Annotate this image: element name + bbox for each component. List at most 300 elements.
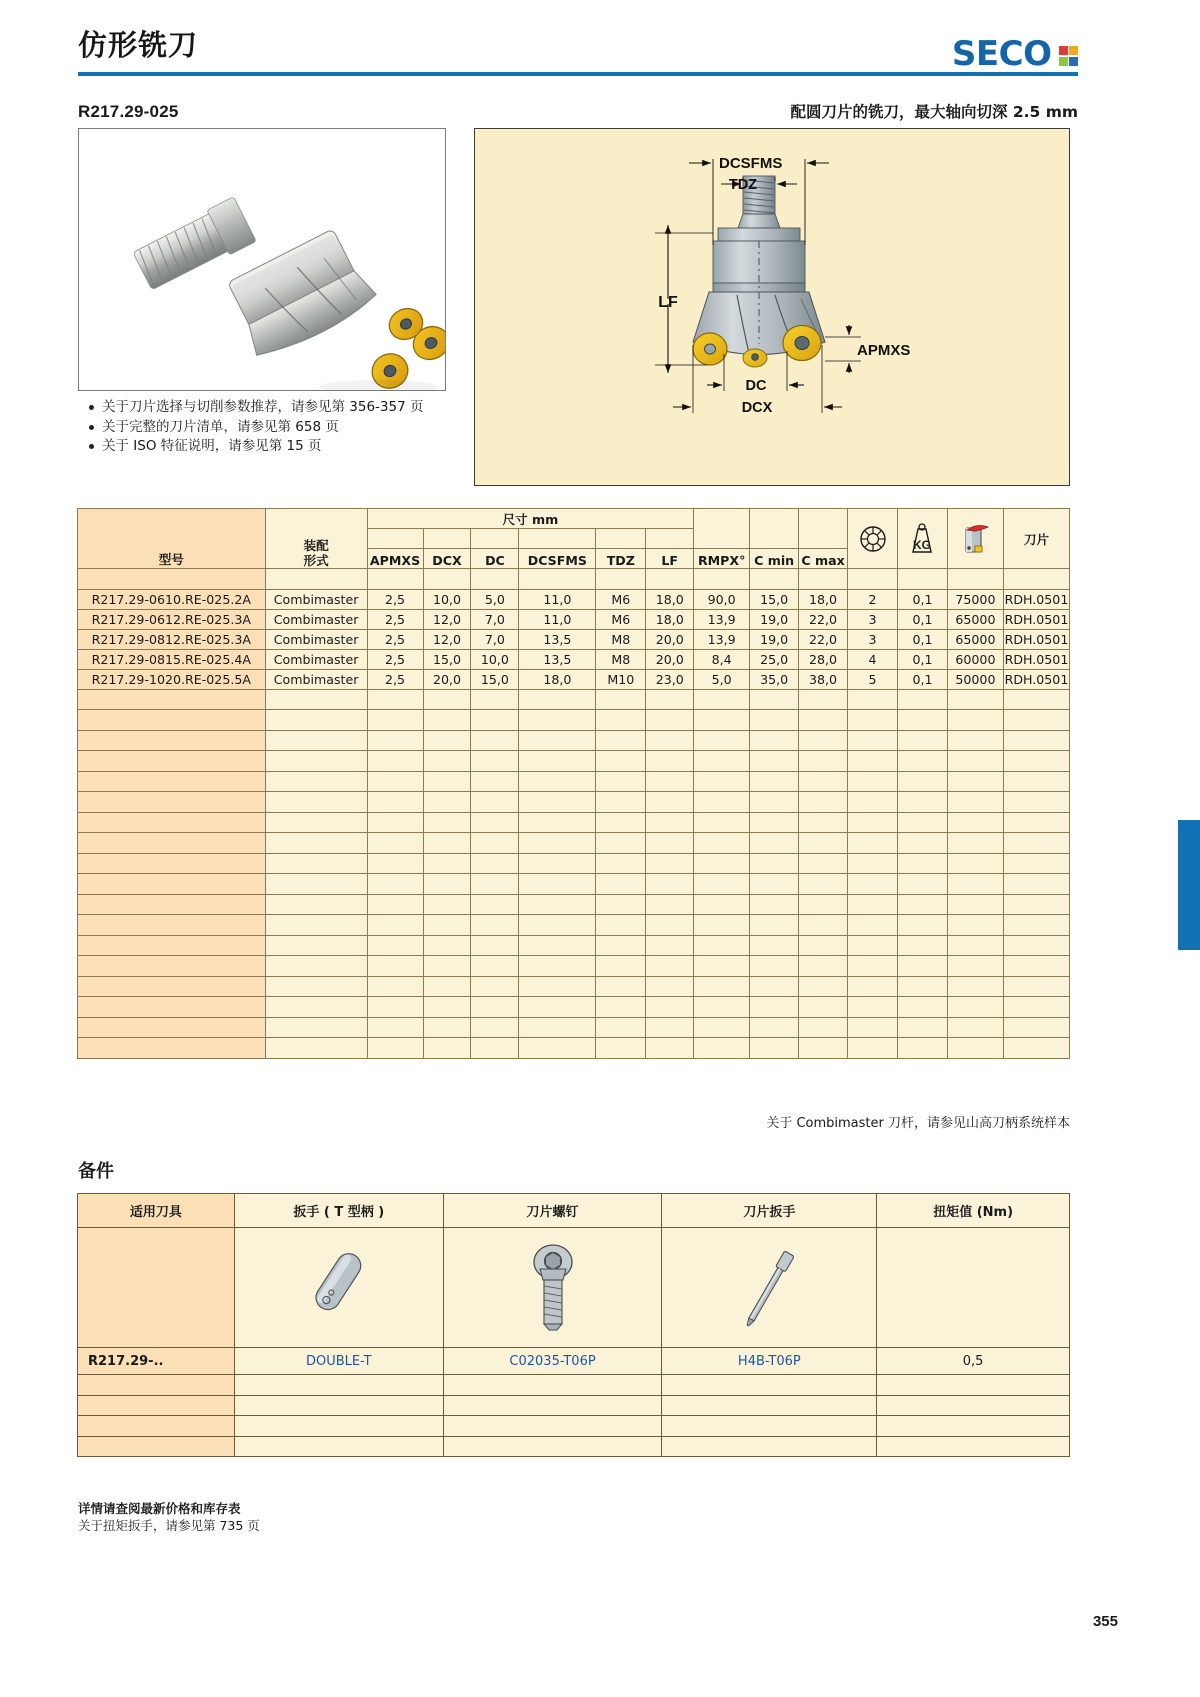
cell [367,894,423,915]
cell-model [78,771,266,792]
cell-fitting: Combimaster [265,649,367,669]
col-dc: DC [471,549,519,569]
header-fitting-line1: 装配 [303,538,329,553]
page-header [78,30,1078,76]
table-row [78,935,1070,956]
cell [596,956,646,977]
table-row [78,689,1070,710]
cell [519,751,596,772]
header-model: 型号 [78,509,266,569]
label-dc: DC [745,378,767,394]
cell [662,1436,877,1457]
cell [646,689,694,710]
cell [848,771,898,792]
cell [423,710,471,731]
cell-rpm: 60000 [947,649,1003,669]
cell-tool: R217.29-.. [78,1348,235,1375]
col-lf: LF [646,549,694,569]
cell [646,894,694,915]
header-fitting [265,509,367,569]
cell-model [78,833,266,854]
cell-insert-wrench[interactable]: H4B-T06P [662,1348,877,1375]
cell-insert: RDH.0501 [1003,629,1069,649]
cell [897,915,947,936]
cell [423,689,471,710]
page-title: 仿形铣刀 [78,28,199,62]
table-row[interactable] [78,589,1070,609]
cell [367,792,423,813]
cell [367,710,423,731]
cell [234,1416,443,1437]
col-dcx: DCX [423,549,471,569]
cell [750,710,799,731]
toolholder-icon-header [947,509,1003,569]
cell [367,569,423,590]
cell-tdz: M6 [596,589,646,609]
cell-rpm: 65000 [947,629,1003,649]
cell [897,874,947,895]
cell-tdz: M8 [596,629,646,649]
cell-model [78,689,266,710]
cell [897,730,947,751]
cell [799,935,848,956]
cell [519,1038,596,1059]
cell [265,956,367,977]
cell-cmax: 28,0 [799,649,848,669]
cell [78,1436,235,1457]
cell [877,1436,1070,1457]
cell [897,1017,947,1038]
cell-model: R217.29-0815.RE-025.4A [78,649,266,669]
cell [947,569,1003,590]
cell [471,569,519,590]
cell [367,1038,423,1059]
cell [234,1395,443,1416]
table-row [78,792,1070,813]
cell-model [78,730,266,751]
cell [662,1416,877,1437]
cell [662,1375,877,1396]
cell [596,730,646,751]
cell [1003,976,1069,997]
cell-model [78,853,266,874]
cell-dcx: 15,0 [423,649,471,669]
cell-dc: 10,0 [471,649,519,669]
cell [799,956,848,977]
cell [947,976,1003,997]
page-number: 355 [1092,1613,1118,1630]
cell [694,812,750,833]
cell [596,915,646,936]
label-dcx: DCX [741,400,773,416]
cell-dcsfms: 18,0 [519,669,596,689]
cell [519,569,596,590]
cell [1003,935,1069,956]
cell-model [78,792,266,813]
cell [471,771,519,792]
col-apmxs: APMXS [367,549,423,569]
cell [423,730,471,751]
cell [750,771,799,792]
cell [897,710,947,731]
cell-cmin: 25,0 [750,649,799,669]
table-row [78,915,1070,936]
cell [1003,771,1069,792]
cell [799,569,848,590]
cell-model [78,915,266,936]
cell [367,730,423,751]
cell [799,1038,848,1059]
cell [897,1038,947,1059]
cell-cmax: 22,0 [799,609,848,629]
cell [947,792,1003,813]
cell [443,1395,662,1416]
cell [471,1017,519,1038]
cell [848,751,898,772]
insert-wrench-image [662,1228,877,1348]
cell [423,853,471,874]
cell [1003,1017,1069,1038]
cell-cmin: 15,0 [750,589,799,609]
cell [694,997,750,1018]
cell [471,853,519,874]
table-row [78,894,1070,915]
cell [848,569,898,590]
cell [234,1436,443,1457]
table-row [78,853,1070,874]
cell [1003,751,1069,772]
cell-insert: RDH.0501 [1003,589,1069,609]
cell [519,853,596,874]
cell [694,833,750,854]
screw-image [443,1228,662,1348]
cell [799,771,848,792]
cell [694,569,750,590]
cell-kg: 0,1 [897,669,947,689]
logo-square-4 [1069,57,1078,66]
cell [423,1038,471,1059]
cell [848,997,898,1018]
label-tdz: TDZ [728,177,758,193]
cell [596,710,646,731]
cell [265,894,367,915]
cell [646,874,694,895]
cell-apmxs: 2,5 [367,629,423,649]
cell [646,771,694,792]
cell [265,1038,367,1059]
cell-fitting: Combimaster [265,589,367,609]
cell-dcsfms: 13,5 [519,629,596,649]
cell-dcx: 20,0 [423,669,471,689]
cell-insert: RDH.0501 [1003,649,1069,669]
cell [471,730,519,751]
cell [265,689,367,710]
cell [519,710,596,731]
cell [423,569,471,590]
cell-screw[interactable]: C02035-T06P [443,1348,662,1375]
table-row [78,730,1070,751]
cell [471,689,519,710]
cell [750,1038,799,1059]
svg-text:KG: KG [913,537,932,552]
cell [947,874,1003,895]
cell [423,894,471,915]
cell [367,976,423,997]
cell-tdz: M10 [596,669,646,689]
cell [799,751,848,772]
table-row[interactable] [78,629,1070,649]
cell [694,894,750,915]
cell-apmxs: 2,5 [367,649,423,669]
table-row [78,997,1070,1018]
combimaster-note: 关于 Combimaster 刀杆，请参见山高刀柄系统样本 [766,1116,1070,1131]
cell [1003,730,1069,751]
table-row [78,874,1070,895]
cell-tdz: M8 [596,649,646,669]
cell [694,792,750,813]
cell-teeth: 4 [848,649,898,669]
cell [694,935,750,956]
cell [694,689,750,710]
cell [367,833,423,854]
cell [423,771,471,792]
cell [897,771,947,792]
cell-kg: 0,1 [897,649,947,669]
cell [947,935,1003,956]
cell [947,751,1003,772]
cell [646,730,694,751]
cell [750,569,799,590]
cell [265,812,367,833]
table-row[interactable] [78,649,1070,669]
cell [848,915,898,936]
spare-row [78,1436,1070,1457]
cell [750,792,799,813]
cell [848,853,898,874]
cell [897,853,947,874]
cell-insert: RDH.0501 [1003,609,1069,629]
logo-square-3 [1059,57,1068,66]
cell [694,853,750,874]
cell-model [78,812,266,833]
header-fitting-line2: 形式 [303,553,329,568]
bullet-item: 关于完整的刀片清单，请参见第 658 页 [88,418,488,438]
cell [947,894,1003,915]
cell-dc: 15,0 [471,669,519,689]
cell [750,976,799,997]
cell-cmax: 38,0 [799,669,848,689]
cell-fitting: Combimaster [265,609,367,629]
cell [646,710,694,731]
cell [471,976,519,997]
table-row [78,1038,1070,1059]
cell [646,833,694,854]
cell [646,976,694,997]
cell-model: R217.29-0612.RE-025.3A [78,609,266,629]
header-dimensions: 尺寸 mm [367,509,694,529]
cell [367,874,423,895]
cell [78,1395,235,1416]
cell [596,751,646,772]
cell [367,771,423,792]
cell [596,1017,646,1038]
cell [897,997,947,1018]
cell [646,915,694,936]
cell [423,997,471,1018]
cell [367,689,423,710]
cell [423,935,471,956]
cell-teeth: 2 [848,589,898,609]
cell [519,956,596,977]
cell [750,812,799,833]
cell [947,853,1003,874]
cell-lf: 20,0 [646,629,694,649]
cell-rmpx: 13,9 [694,629,750,649]
cell [799,853,848,874]
product-subtitle: 配圆刀片的铣刀，最大轴向切深 2.5 mm [790,103,1078,121]
cell [848,710,898,731]
cell [848,935,898,956]
cell-model [78,935,266,956]
bullet-item: 关于 ISO 特征说明，请参见第 15 页 [88,437,488,457]
cell [694,874,750,895]
cell [265,771,367,792]
cell [265,569,367,590]
spare-col-torque: 扭矩值 (Nm) [877,1194,1070,1228]
spare-parts-table [77,1193,1070,1457]
cell [750,1017,799,1038]
cell [443,1375,662,1396]
cell [848,976,898,997]
spare-image-row [78,1228,1070,1348]
cell-model: R217.29-0610.RE-025.2A [78,589,266,609]
cell [265,1017,367,1038]
cell [1003,1038,1069,1059]
cell [471,812,519,833]
label-apmxs: APMXS [857,342,911,359]
cell [1003,874,1069,895]
cell [750,874,799,895]
spare-parts-body [78,1348,1070,1457]
table-row [78,751,1070,772]
cell [897,569,947,590]
weight-icon-header [897,509,947,569]
cell [78,1375,235,1396]
cell [596,853,646,874]
technical-diagram [474,128,1070,486]
cell [519,894,596,915]
cell [877,1395,1070,1416]
cell [646,569,694,590]
cell [519,1017,596,1038]
table-row [78,771,1070,792]
cell [596,935,646,956]
cell [265,874,367,895]
cell-model [78,976,266,997]
header-insert: 刀片 [1003,509,1069,569]
cell-rmpx: 8,4 [694,649,750,669]
cell [799,792,848,813]
cell-lf: 18,0 [646,589,694,609]
teeth-icon-header [848,509,898,569]
cell [750,833,799,854]
cell [519,689,596,710]
cell-rpm: 65000 [947,609,1003,629]
cell [78,1416,235,1437]
table-row [78,569,1070,590]
cell [947,730,1003,751]
cell [265,730,367,751]
product-code: R217.29-025 [78,102,179,121]
cell [848,874,898,895]
cell [471,833,519,854]
cell [799,689,848,710]
cell-fitting: Combimaster [265,629,367,649]
cell [897,833,947,854]
cell [265,997,367,1018]
cell-kg: 0,1 [897,609,947,629]
cell [646,812,694,833]
cell [423,1017,471,1038]
cell [471,874,519,895]
cell-wrench[interactable]: DOUBLE-T [234,1348,443,1375]
cell [596,569,646,590]
cell [265,751,367,772]
cell-dcx: 10,0 [423,589,471,609]
bullet-item: 关于刀片选择与切削参数推荐，请参见第 356-357 页 [88,398,488,418]
cell [519,812,596,833]
reference-bullets [88,398,488,457]
cell [596,771,646,792]
cell [947,1017,1003,1038]
label-lf: LF [658,294,678,311]
cell-apmxs: 2,5 [367,609,423,629]
cell [897,956,947,977]
cell [265,792,367,813]
cell [519,833,596,854]
cell [265,833,367,854]
logo-color-squares [1059,46,1079,66]
cell-dc: 7,0 [471,609,519,629]
cell [471,915,519,936]
cell [877,1416,1070,1437]
seco-logo [952,34,1078,74]
spare-row [78,1395,1070,1416]
cell [519,935,596,956]
cell [471,710,519,731]
cell-model: R217.29-1020.RE-025.5A [78,669,266,689]
cell [443,1436,662,1457]
spare-row[interactable] [78,1348,1070,1375]
cell [646,956,694,977]
cell-dcx: 12,0 [423,629,471,649]
cell-model [78,956,266,977]
spare-col-screw: 刀片螺钉 [443,1194,662,1228]
cell [694,1017,750,1038]
cell [367,751,423,772]
cell [662,1395,877,1416]
footnote-2: 关于扭矩扳手，请参见第 735 页 [78,1518,260,1533]
col-cmax: C max [799,549,848,569]
table-row[interactable] [78,669,1070,689]
cell-model [78,1038,266,1059]
cell [694,1038,750,1059]
cell [265,853,367,874]
header-rule [78,72,1078,76]
cell [799,710,848,731]
table-row[interactable] [78,609,1070,629]
cell-teeth: 3 [848,629,898,649]
